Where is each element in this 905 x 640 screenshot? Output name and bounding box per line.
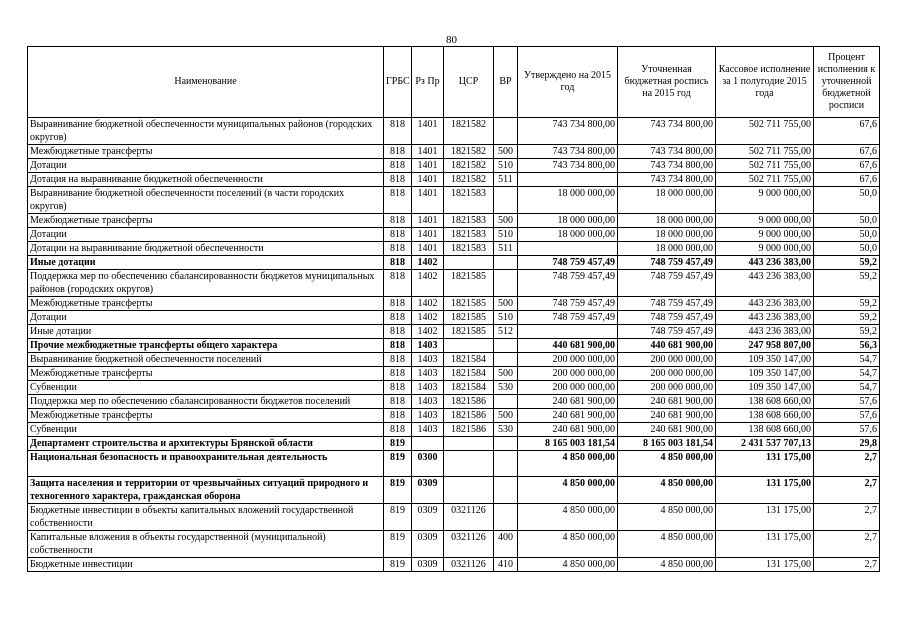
cell-percent: 56,3 bbox=[814, 339, 880, 353]
cell-csr: 1821583 bbox=[444, 187, 494, 214]
cell-grbs: 819 bbox=[384, 531, 412, 558]
cell-rzpr: 0309 bbox=[412, 477, 444, 504]
cell-cash: 109 350 147,00 bbox=[716, 367, 814, 381]
cell-percent: 2,7 bbox=[814, 558, 880, 572]
cell-csr: 0321126 bbox=[444, 558, 494, 572]
cell-name: Прочие межбюджетные трансферты общего характера bbox=[28, 339, 384, 353]
table-row bbox=[28, 451, 880, 477]
cell-cash: 131 175,00 bbox=[716, 477, 814, 504]
cell-percent: 59,2 bbox=[814, 311, 880, 325]
cell-name: Межбюджетные трансферты bbox=[28, 297, 384, 311]
cell-vr bbox=[494, 187, 518, 214]
cell-cash: 443 236 383,00 bbox=[716, 270, 814, 297]
cell-cash: 9 000 000,00 bbox=[716, 228, 814, 242]
cell-cash: 443 236 383,00 bbox=[716, 311, 814, 325]
cell-name: Департамент строительства и архитектуры Брянской области bbox=[28, 437, 384, 451]
header-csr: ЦСР bbox=[444, 47, 494, 118]
cell-name: Выравнивание бюджетной обеспеченности поселений bbox=[28, 353, 384, 367]
cell-vr: 510 bbox=[494, 228, 518, 242]
cell-percent: 50,0 bbox=[814, 228, 880, 242]
cell-rzpr: 0300 bbox=[412, 451, 444, 477]
header-percent: Процент исполнения к уточненной бюджетной росписи bbox=[814, 47, 880, 118]
header-name: Наименование bbox=[28, 47, 384, 118]
cell-vr bbox=[494, 437, 518, 451]
cell-grbs: 819 bbox=[384, 437, 412, 451]
cell-approved: 743 734 800,00 bbox=[518, 159, 618, 173]
cell-percent: 57,6 bbox=[814, 423, 880, 437]
cell-csr: 1821586 bbox=[444, 409, 494, 423]
cell-percent: 57,6 bbox=[814, 409, 880, 423]
cell-csr: 0321126 bbox=[444, 531, 494, 558]
cell-grbs: 818 bbox=[384, 367, 412, 381]
cell-cash: 443 236 383,00 bbox=[716, 297, 814, 311]
cell-percent: 57,6 bbox=[814, 395, 880, 409]
cell-grbs: 818 bbox=[384, 145, 412, 159]
cell-name: Субвенции bbox=[28, 381, 384, 395]
cell-rzpr: 1402 bbox=[412, 270, 444, 297]
cell-refined: 200 000 000,00 bbox=[618, 353, 716, 367]
cell-csr: 1821583 bbox=[444, 242, 494, 256]
cell-grbs: 818 bbox=[384, 381, 412, 395]
cell-name: Межбюджетные трансферты bbox=[28, 409, 384, 423]
cell-cash: 502 711 755,00 bbox=[716, 173, 814, 187]
cell-vr bbox=[494, 270, 518, 297]
cell-grbs: 818 bbox=[384, 187, 412, 214]
cell-refined: 4 850 000,00 bbox=[618, 477, 716, 504]
cell-refined: 200 000 000,00 bbox=[618, 367, 716, 381]
cell-name: Выравнивание бюджетной обеспеченности муниципальных районов (городских округов) bbox=[28, 118, 384, 145]
cell-cash: 138 608 660,00 bbox=[716, 423, 814, 437]
table-row bbox=[28, 311, 880, 325]
table-row bbox=[28, 558, 880, 572]
table-row bbox=[28, 367, 880, 381]
cell-rzpr: 1401 bbox=[412, 145, 444, 159]
cell-approved: 440 681 900,00 bbox=[518, 339, 618, 353]
cell-cash: 131 175,00 bbox=[716, 531, 814, 558]
cell-grbs: 818 bbox=[384, 297, 412, 311]
cell-approved: 748 759 457,49 bbox=[518, 297, 618, 311]
table-row bbox=[28, 395, 880, 409]
cell-approved: 743 734 800,00 bbox=[518, 145, 618, 159]
cell-grbs: 818 bbox=[384, 256, 412, 270]
cell-rzpr: 1401 bbox=[412, 187, 444, 214]
cell-cash: 109 350 147,00 bbox=[716, 381, 814, 395]
cell-name: Выравнивание бюджетной обеспеченности поселений (в части городских округов) bbox=[28, 187, 384, 214]
table-header-row bbox=[28, 47, 880, 118]
cell-csr: 1821584 bbox=[444, 353, 494, 367]
cell-rzpr: 1402 bbox=[412, 297, 444, 311]
cell-refined: 18 000 000,00 bbox=[618, 187, 716, 214]
cell-refined: 18 000 000,00 bbox=[618, 242, 716, 256]
cell-refined: 743 734 800,00 bbox=[618, 173, 716, 187]
budget-table bbox=[27, 46, 880, 572]
table-row bbox=[28, 297, 880, 311]
cell-csr: 1821583 bbox=[444, 214, 494, 228]
cell-vr bbox=[494, 477, 518, 504]
cell-vr: 410 bbox=[494, 558, 518, 572]
cell-rzpr: 1401 bbox=[412, 118, 444, 145]
cell-grbs: 819 bbox=[384, 504, 412, 531]
cell-grbs: 818 bbox=[384, 228, 412, 242]
table-row bbox=[28, 242, 880, 256]
cell-percent: 54,7 bbox=[814, 353, 880, 367]
cell-vr: 530 bbox=[494, 381, 518, 395]
cell-rzpr: 1403 bbox=[412, 409, 444, 423]
cell-approved: 18 000 000,00 bbox=[518, 228, 618, 242]
table-row bbox=[28, 409, 880, 423]
cell-approved: 200 000 000,00 bbox=[518, 353, 618, 367]
cell-csr: 1821582 bbox=[444, 118, 494, 145]
cell-name: Бюджетные инвестиции bbox=[28, 558, 384, 572]
cell-vr: 500 bbox=[494, 145, 518, 159]
cell-grbs: 818 bbox=[384, 395, 412, 409]
cell-refined: 18 000 000,00 bbox=[618, 214, 716, 228]
table-row bbox=[28, 423, 880, 437]
cell-rzpr: 1403 bbox=[412, 395, 444, 409]
cell-grbs: 819 bbox=[384, 477, 412, 504]
cell-approved: 743 734 800,00 bbox=[518, 118, 618, 145]
table-row bbox=[28, 325, 880, 339]
cell-approved bbox=[518, 242, 618, 256]
cell-refined: 8 165 003 181,54 bbox=[618, 437, 716, 451]
cell-grbs: 818 bbox=[384, 325, 412, 339]
cell-refined: 743 734 800,00 bbox=[618, 118, 716, 145]
cell-approved: 18 000 000,00 bbox=[518, 214, 618, 228]
cell-rzpr: 1403 bbox=[412, 339, 444, 353]
cell-grbs: 818 bbox=[384, 173, 412, 187]
cell-percent: 59,2 bbox=[814, 297, 880, 311]
cell-cash: 9 000 000,00 bbox=[716, 187, 814, 214]
cell-vr: 510 bbox=[494, 159, 518, 173]
cell-csr: 1821582 bbox=[444, 173, 494, 187]
cell-vr: 510 bbox=[494, 311, 518, 325]
table-row bbox=[28, 531, 880, 558]
cell-csr bbox=[444, 451, 494, 477]
cell-rzpr: 0309 bbox=[412, 504, 444, 531]
cell-rzpr: 1402 bbox=[412, 325, 444, 339]
cell-cash: 443 236 383,00 bbox=[716, 256, 814, 270]
cell-percent: 50,0 bbox=[814, 242, 880, 256]
table-row bbox=[28, 159, 880, 173]
cell-refined: 18 000 000,00 bbox=[618, 228, 716, 242]
cell-vr: 500 bbox=[494, 214, 518, 228]
cell-rzpr: 1403 bbox=[412, 353, 444, 367]
cell-cash: 502 711 755,00 bbox=[716, 118, 814, 145]
cell-refined: 4 850 000,00 bbox=[618, 451, 716, 477]
cell-csr: 1821586 bbox=[444, 423, 494, 437]
cell-grbs: 818 bbox=[384, 118, 412, 145]
cell-approved bbox=[518, 325, 618, 339]
table-row bbox=[28, 173, 880, 187]
cell-cash: 138 608 660,00 bbox=[716, 409, 814, 423]
cell-name: Межбюджетные трансферты bbox=[28, 214, 384, 228]
cell-refined: 4 850 000,00 bbox=[618, 504, 716, 531]
table-row bbox=[28, 145, 880, 159]
cell-refined: 240 681 900,00 bbox=[618, 395, 716, 409]
cell-rzpr: 0309 bbox=[412, 558, 444, 572]
cell-csr: 1821584 bbox=[444, 367, 494, 381]
cell-cash: 138 608 660,00 bbox=[716, 395, 814, 409]
table-row bbox=[28, 228, 880, 242]
cell-rzpr: 1403 bbox=[412, 381, 444, 395]
cell-percent: 50,0 bbox=[814, 214, 880, 228]
table-row bbox=[28, 477, 880, 504]
cell-vr bbox=[494, 339, 518, 353]
cell-vr: 511 bbox=[494, 242, 518, 256]
cell-vr: 500 bbox=[494, 409, 518, 423]
cell-csr bbox=[444, 437, 494, 451]
cell-cash: 443 236 383,00 bbox=[716, 325, 814, 339]
cell-rzpr: 1401 bbox=[412, 242, 444, 256]
cell-percent: 67,6 bbox=[814, 159, 880, 173]
cell-name: Дотации bbox=[28, 311, 384, 325]
cell-csr: 1821585 bbox=[444, 311, 494, 325]
cell-vr: 500 bbox=[494, 367, 518, 381]
cell-refined: 748 759 457,49 bbox=[618, 270, 716, 297]
cell-approved: 4 850 000,00 bbox=[518, 558, 618, 572]
cell-cash: 247 958 807,00 bbox=[716, 339, 814, 353]
cell-approved: 4 850 000,00 bbox=[518, 504, 618, 531]
cell-cash: 2 431 537 707,13 bbox=[716, 437, 814, 451]
cell-rzpr: 1403 bbox=[412, 423, 444, 437]
cell-cash: 131 175,00 bbox=[716, 451, 814, 477]
cell-name: Иные дотации bbox=[28, 256, 384, 270]
cell-refined: 440 681 900,00 bbox=[618, 339, 716, 353]
cell-approved: 18 000 000,00 bbox=[518, 187, 618, 214]
cell-rzpr: 1403 bbox=[412, 367, 444, 381]
cell-percent: 59,2 bbox=[814, 270, 880, 297]
cell-name: Дотации на выравнивание бюджетной обеспеченности bbox=[28, 242, 384, 256]
cell-vr: 512 bbox=[494, 325, 518, 339]
cell-vr bbox=[494, 395, 518, 409]
cell-name: Дотации bbox=[28, 228, 384, 242]
cell-approved: 748 759 457,49 bbox=[518, 311, 618, 325]
cell-approved: 8 165 003 181,54 bbox=[518, 437, 618, 451]
cell-percent: 2,7 bbox=[814, 504, 880, 531]
cell-percent: 67,6 bbox=[814, 145, 880, 159]
cell-refined: 743 734 800,00 bbox=[618, 145, 716, 159]
cell-grbs: 818 bbox=[384, 214, 412, 228]
cell-refined: 4 850 000,00 bbox=[618, 558, 716, 572]
cell-name: Субвенции bbox=[28, 423, 384, 437]
header-approved: Утверждено на 2015 год bbox=[518, 47, 618, 118]
cell-approved: 240 681 900,00 bbox=[518, 423, 618, 437]
cell-vr: 500 bbox=[494, 297, 518, 311]
cell-approved: 240 681 900,00 bbox=[518, 395, 618, 409]
header-cash: Кассовое исполнение за 1 полугодие 2015 года bbox=[716, 47, 814, 118]
cell-name: Иные дотации bbox=[28, 325, 384, 339]
cell-percent: 2,7 bbox=[814, 477, 880, 504]
cell-percent: 54,7 bbox=[814, 381, 880, 395]
cell-percent: 67,6 bbox=[814, 173, 880, 187]
cell-refined: 748 759 457,49 bbox=[618, 297, 716, 311]
cell-csr: 1821585 bbox=[444, 297, 494, 311]
table-row bbox=[28, 187, 880, 214]
cell-vr bbox=[494, 353, 518, 367]
cell-csr: 1821585 bbox=[444, 325, 494, 339]
cell-cash: 502 711 755,00 bbox=[716, 145, 814, 159]
table-row bbox=[28, 437, 880, 451]
table-row bbox=[28, 270, 880, 297]
cell-vr bbox=[494, 451, 518, 477]
cell-name: Капитальные вложения в объекты государственной (муниципальной) собственности bbox=[28, 531, 384, 558]
cell-name: Поддержка мер по обеспечению сбалансированности бюджетов муниципальных районов (городских округов) bbox=[28, 270, 384, 297]
cell-percent: 50,0 bbox=[814, 187, 880, 214]
cell-rzpr: 1401 bbox=[412, 228, 444, 242]
cell-rzpr: 1401 bbox=[412, 214, 444, 228]
cell-name: Защита населения и территории от чрезвычайных ситуаций природного и техногенного характера, гражданская оборона bbox=[28, 477, 384, 504]
table-row bbox=[28, 214, 880, 228]
header-refined: Уточненная бюджетная роспись на 2015 год bbox=[618, 47, 716, 118]
cell-refined: 200 000 000,00 bbox=[618, 381, 716, 395]
cell-percent: 59,2 bbox=[814, 325, 880, 339]
cell-cash: 131 175,00 bbox=[716, 558, 814, 572]
cell-percent: 2,7 bbox=[814, 451, 880, 477]
table-row bbox=[28, 339, 880, 353]
cell-csr: 1821586 bbox=[444, 395, 494, 409]
cell-name: Межбюджетные трансферты bbox=[28, 367, 384, 381]
cell-refined: 748 759 457,49 bbox=[618, 311, 716, 325]
cell-grbs: 818 bbox=[384, 311, 412, 325]
cell-approved: 4 850 000,00 bbox=[518, 451, 618, 477]
cell-csr: 0321126 bbox=[444, 504, 494, 531]
header-vr: ВР bbox=[494, 47, 518, 118]
cell-rzpr bbox=[412, 437, 444, 451]
cell-rzpr: 1402 bbox=[412, 256, 444, 270]
cell-grbs: 818 bbox=[384, 409, 412, 423]
header-rzpr: Рз Пр bbox=[412, 47, 444, 118]
cell-rzpr: 0309 bbox=[412, 531, 444, 558]
cell-grbs: 818 bbox=[384, 270, 412, 297]
cell-percent: 59,2 bbox=[814, 256, 880, 270]
cell-csr: 1821584 bbox=[444, 381, 494, 395]
cell-approved: 4 850 000,00 bbox=[518, 477, 618, 504]
table-row bbox=[28, 118, 880, 145]
cell-approved: 240 681 900,00 bbox=[518, 409, 618, 423]
cell-csr bbox=[444, 477, 494, 504]
cell-approved: 748 759 457,49 bbox=[518, 270, 618, 297]
cell-rzpr: 1402 bbox=[412, 311, 444, 325]
cell-refined: 240 681 900,00 bbox=[618, 423, 716, 437]
cell-csr: 1821583 bbox=[444, 228, 494, 242]
cell-grbs: 818 bbox=[384, 159, 412, 173]
cell-approved: 200 000 000,00 bbox=[518, 381, 618, 395]
cell-cash: 131 175,00 bbox=[716, 504, 814, 531]
cell-vr: 400 bbox=[494, 531, 518, 558]
cell-rzpr: 1401 bbox=[412, 173, 444, 187]
cell-refined: 4 850 000,00 bbox=[618, 531, 716, 558]
cell-vr bbox=[494, 256, 518, 270]
table-row bbox=[28, 256, 880, 270]
cell-approved bbox=[518, 173, 618, 187]
cell-grbs: 819 bbox=[384, 558, 412, 572]
cell-vr bbox=[494, 504, 518, 531]
cell-csr bbox=[444, 339, 494, 353]
page-number: 80 bbox=[446, 34, 457, 46]
cell-name: Поддержка мер по обеспечению сбалансированности бюджетов поселений bbox=[28, 395, 384, 409]
cell-grbs: 818 bbox=[384, 353, 412, 367]
cell-refined: 748 759 457,49 bbox=[618, 325, 716, 339]
cell-percent: 54,7 bbox=[814, 367, 880, 381]
cell-rzpr: 1401 bbox=[412, 159, 444, 173]
cell-name: Дотация на выравнивание бюджетной обеспеченности bbox=[28, 173, 384, 187]
cell-percent: 2,7 bbox=[814, 531, 880, 558]
cell-refined: 748 759 457,49 bbox=[618, 256, 716, 270]
cell-csr: 1821582 bbox=[444, 145, 494, 159]
cell-csr bbox=[444, 256, 494, 270]
cell-cash: 9 000 000,00 bbox=[716, 242, 814, 256]
cell-name: Межбюджетные трансферты bbox=[28, 145, 384, 159]
cell-refined: 743 734 800,00 bbox=[618, 159, 716, 173]
cell-approved: 200 000 000,00 bbox=[518, 367, 618, 381]
cell-refined: 240 681 900,00 bbox=[618, 409, 716, 423]
table-row bbox=[28, 504, 880, 531]
cell-name: Бюджетные инвестиции в объекты капитальных вложений государственной собственности bbox=[28, 504, 384, 531]
table-row bbox=[28, 353, 880, 367]
cell-cash: 502 711 755,00 bbox=[716, 159, 814, 173]
table-row bbox=[28, 381, 880, 395]
header-grbs: ГРБС bbox=[384, 47, 412, 118]
cell-approved: 4 850 000,00 bbox=[518, 531, 618, 558]
cell-percent: 29,8 bbox=[814, 437, 880, 451]
cell-cash: 9 000 000,00 bbox=[716, 214, 814, 228]
cell-vr: 511 bbox=[494, 173, 518, 187]
cell-percent: 67,6 bbox=[814, 118, 880, 145]
cell-csr: 1821582 bbox=[444, 159, 494, 173]
cell-grbs: 818 bbox=[384, 242, 412, 256]
cell-grbs: 818 bbox=[384, 423, 412, 437]
cell-name: Дотации bbox=[28, 159, 384, 173]
cell-vr bbox=[494, 118, 518, 145]
cell-grbs: 819 bbox=[384, 451, 412, 477]
cell-csr: 1821585 bbox=[444, 270, 494, 297]
cell-grbs: 818 bbox=[384, 339, 412, 353]
cell-name: Национальная безопасность и правоохранительная деятельность bbox=[28, 451, 384, 477]
cell-vr: 530 bbox=[494, 423, 518, 437]
cell-approved: 748 759 457,49 bbox=[518, 256, 618, 270]
cell-cash: 109 350 147,00 bbox=[716, 353, 814, 367]
